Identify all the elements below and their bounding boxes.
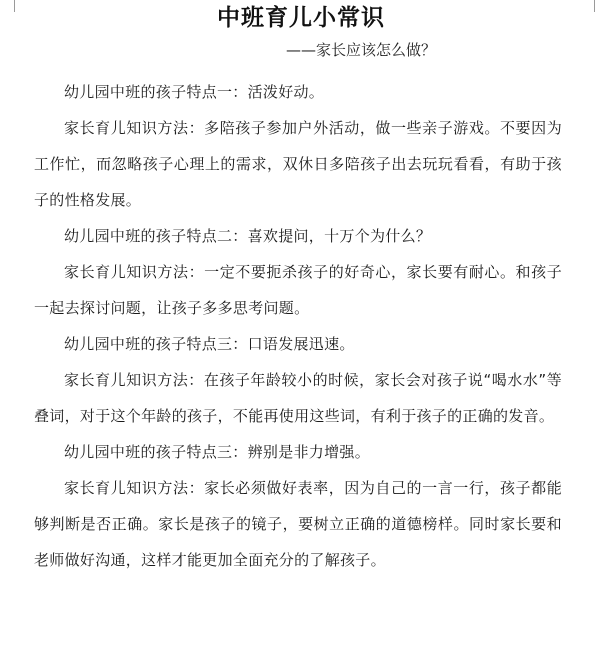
paragraph-feature-1: 幼儿园中班的孩子特点一：活泼好动。: [64, 83, 325, 101]
paragraph-method-4: 家长育儿知识方法：家长必须做好表率，因为自己的一言一行，孩子都能够判断是否正确。家长是孩子的镜子，要树立正确的道德榜样。同时家长要和老师做好沟通，这样才能更加全面充分的了解孩子。: [34, 479, 562, 569]
paragraph-method-3: 家长育儿知识方法：在孩子年龄较小的时候，家长会对孩子说“喝水水”等叠词，对于这个年龄的孩子，不能再使用这些词，有利于孩子的正确的发音。: [34, 371, 562, 425]
paragraph-method-2: 家长育儿知识方法：一定不要扼杀孩子的好奇心，家长要有耐心。和孩子一起去探讨问题，让孩子多多思考问题。: [34, 263, 562, 317]
paragraph-feature-3: 幼儿园中班的孩子特点三：口语发展迅速。: [64, 335, 355, 353]
document-body: [34, 74, 562, 578]
document-subtitle: ——家长应该怎么做？: [286, 41, 437, 59]
document-title: 中班育儿小常识: [217, 5, 385, 31]
paragraph-method-1: 家长育儿知识方法：多陪孩子参加户外活动，做一些亲子游戏。不要因为工作忙，而忽略孩子心理上的需求，双休日多陪孩子出去玩玩看看，有助于孩子的性格发展。: [34, 119, 562, 209]
paragraph-feature-2: 幼儿园中班的孩子特点二：喜欢提问，十万个为什么？: [64, 227, 432, 245]
paragraph-feature-4: 幼儿园中班的孩子特点三：辨别是非力增强。: [64, 443, 371, 461]
